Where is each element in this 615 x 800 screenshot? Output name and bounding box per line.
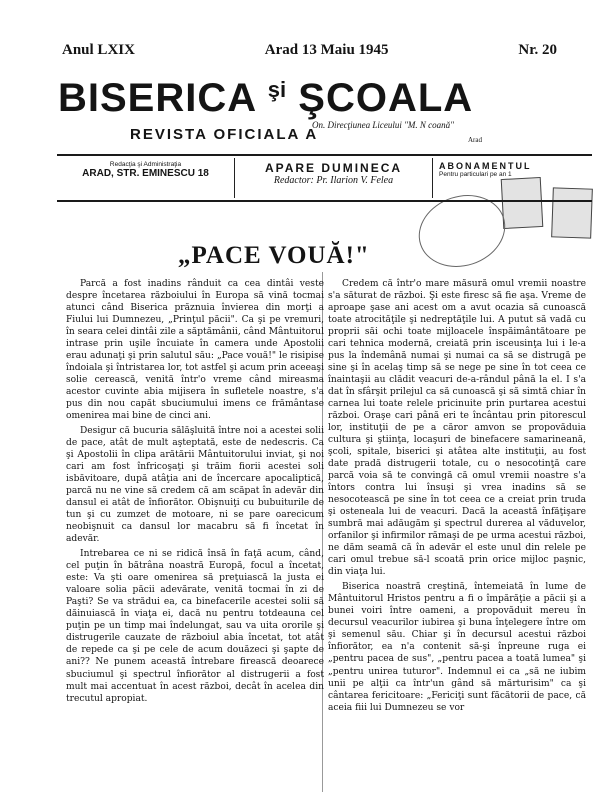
- masthead-subtitle: REVISTA OFICIALA A: [130, 126, 319, 143]
- year-label: Anul LXIX: [62, 42, 135, 58]
- header-bottom-rule: [57, 200, 592, 202]
- publication-cell: [235, 158, 433, 198]
- header-top-rule: [57, 154, 592, 156]
- paragraph: Credem că într'o mare măsură omul vremii noastre s'a săturat de război. Şi este firesc să fie aşa. Vreme de aproape şase ani acest om a avut ocazia să cunoască toate atrocităţile şi nedreptăţile lui. A putut să vadă cu proprii săi ochi toate mijloacele înspăimântătoare pe cari tehnica modernă, creiată prin isceusinţa lui i le-a pus la îndemână numai şi numai ca să se distrugă pe sine şi în acelaş timp să se nege pe sine în tot ceea ce înaintaşii au clădit veacuri de-a-rândul până la el. I s'a dat în sfârşit prilejul ca să cunoască şi să simtă chiar în carnea lui toate relele pricinuite prin purtarea acestui război. Oraşe cari până eri te încântau prin pitorescul lor, instituţii de pe a căror amvon se propovăduia cultura şi ştiinţa, locaşuri de binefacere samarineană, şcoli, spitale, biserici şi atâtea alte instituţii, au fost date pradă distrugerii totale, cu o nesocotinţă care parcă voia să te convingă că omul vremii noastre s'a întors contra lui însuşi şi vrea inadins să se nesocotească pe sine în tot ceea ce a creiat prin truda şi osteneala lui de veacuri. Dacă la această înfăţişare sumbră mai adăugăm şi spectrul durerea al văduvelor, orfanilor şi infirmilor rămaşi de pe urma acestui război, ne dăm seamă că în adevăr el este unul din relele pe cari omul trebue să-l scoată prin orice mijloc paşnic, din viaţa lui.: [328, 279, 586, 578]
- address-cell: [57, 158, 235, 198]
- redactor-label: Redactor: Pr. Ilarion V. Felea: [273, 175, 394, 186]
- right-column: [328, 278, 586, 717]
- masthead-conjunction: şi: [267, 77, 287, 102]
- subscription-cell: [433, 158, 597, 198]
- article-title: „PACE VOUĂ!": [178, 242, 370, 269]
- info-bar: [57, 158, 597, 198]
- masthead-word-scoala: ŞCOALA: [298, 76, 474, 120]
- issue-header-line: [62, 42, 557, 59]
- paragraph: Intrebarea ce ni se ridică însă în faţă acum, când, cel puţin în bătrâna noastră Europă, focul a încetat, este: Va şti oare omenirea să preţuiască la justa ei valoare solia păcii adevărate, venită tocmai în zi de Paşti? Se va strădui ea, ca binefacerile acestei solii să dăinuiască în viaţa ei, dacă nu pentru totdeauna cel puţin pe un timp mai îndelungat, sau va uita ororile şi distrugerile cauzate de războiul abia încetat, tot atât de repede ca şi pe cele de acum douăzeci şi şapte de ani?? Ne punem această întrebare firească deoarece sbuciumul şi spectrul înfiorător al distrugerii a fost mult mai accentuat în acest război, decât în acelea din trecutul apropiat.: [66, 549, 324, 704]
- paragraph: Biserica noastră creştină, întemeiată în lume de Mântuitorul Hristos pentru a fi o împărăţie a păcii şi a bunei voiri între oameni, a propovăduit mereu în decursul veacurilor iubirea şi buna înţelegere între om şi semenul său. Chiar şi în decursul acestui război înfiorător, ea n'a contenit să-şi înpreune ruga ei „pentru pacea de sus", „pentru pacea a toată lumea" şi „pentru unirea tuturor". Indemnul ei ca „să ne iubim unii pe alţii ca într'un gând să mărturisim" ca şi cântarea fericitoare: „Fericiţi sunt făcătorii de pace, că aceia fiii lui Dumnezeu se vor: [328, 582, 586, 713]
- abonament-label: ABONAMENTUL: [439, 161, 532, 171]
- masthead-title: [58, 76, 473, 121]
- apare-label: APARE DUMINECA: [264, 161, 403, 175]
- abonament-subtext: Pentru particulari pe an 1: [439, 171, 512, 178]
- paragraph: Parcă a fost inadins rânduit ca cea dintâi veste despre încetarea războiului în Europa să vină tocmai atunci când Biserica prăznuia învierea din morţi a Fiului lui Dumnezeu, „Prinţul păcii". Ca şi pe vremuri, în seara celei dintâi zile a săptămânii, când Mântuitorul intrase prin uşile încuiate în camera unde Apostolii erau adunaţi şi prin salutul său: „Pace vouă!" le risipise îndoiala şi întristarea lor, tot astfel şi acum prin aceeaşi solie cerească, venită într'o vreme când mireasma acestor cuvinte abia mijisera în sufletele noastre, s'a pus din nou capăt sbuciumului imens ce frământase omenirea mai bine de cinci ani.: [66, 279, 324, 422]
- library-seal: [409, 184, 514, 278]
- date-label: Arad 13 Maiu 1945: [264, 42, 389, 58]
- address-text: ARAD, STR. EMINESCU 18: [82, 168, 209, 179]
- masthead-word-biserica: BISERICA: [58, 76, 256, 120]
- issue-number: Nr. 20: [518, 42, 557, 58]
- left-column: [66, 278, 324, 708]
- paragraph: Desigur că bucuria sălăşluită între noi a acestei solii de pace, atât de mult aşteptată, este de nedescris. Ca şi Apostolii în clipa arătării Mântuitorului inviat, şi noi cari am fost înfricoşaţi şi trăim fiorii acestei soli isbăvitoare, după atâţia ani de încercare apocaliptică, parcă nu ne vine să credem că am scăpat în adevăr din dansul ei atât de înfiorător. Obişnuiţi cu bubuiturile de tun şi cu zumzet de motoare, ni se pare oarecicum neobişnuit ca dansul lor macabru să fi încetat în adevăr.: [66, 426, 324, 545]
- redactia-label: Redacţia şi Administraţia: [109, 161, 182, 168]
- library-stamp-city: Arad: [468, 136, 482, 144]
- library-stamp-text: On. Direcţiunea Liceului "M. N coană": [312, 120, 454, 130]
